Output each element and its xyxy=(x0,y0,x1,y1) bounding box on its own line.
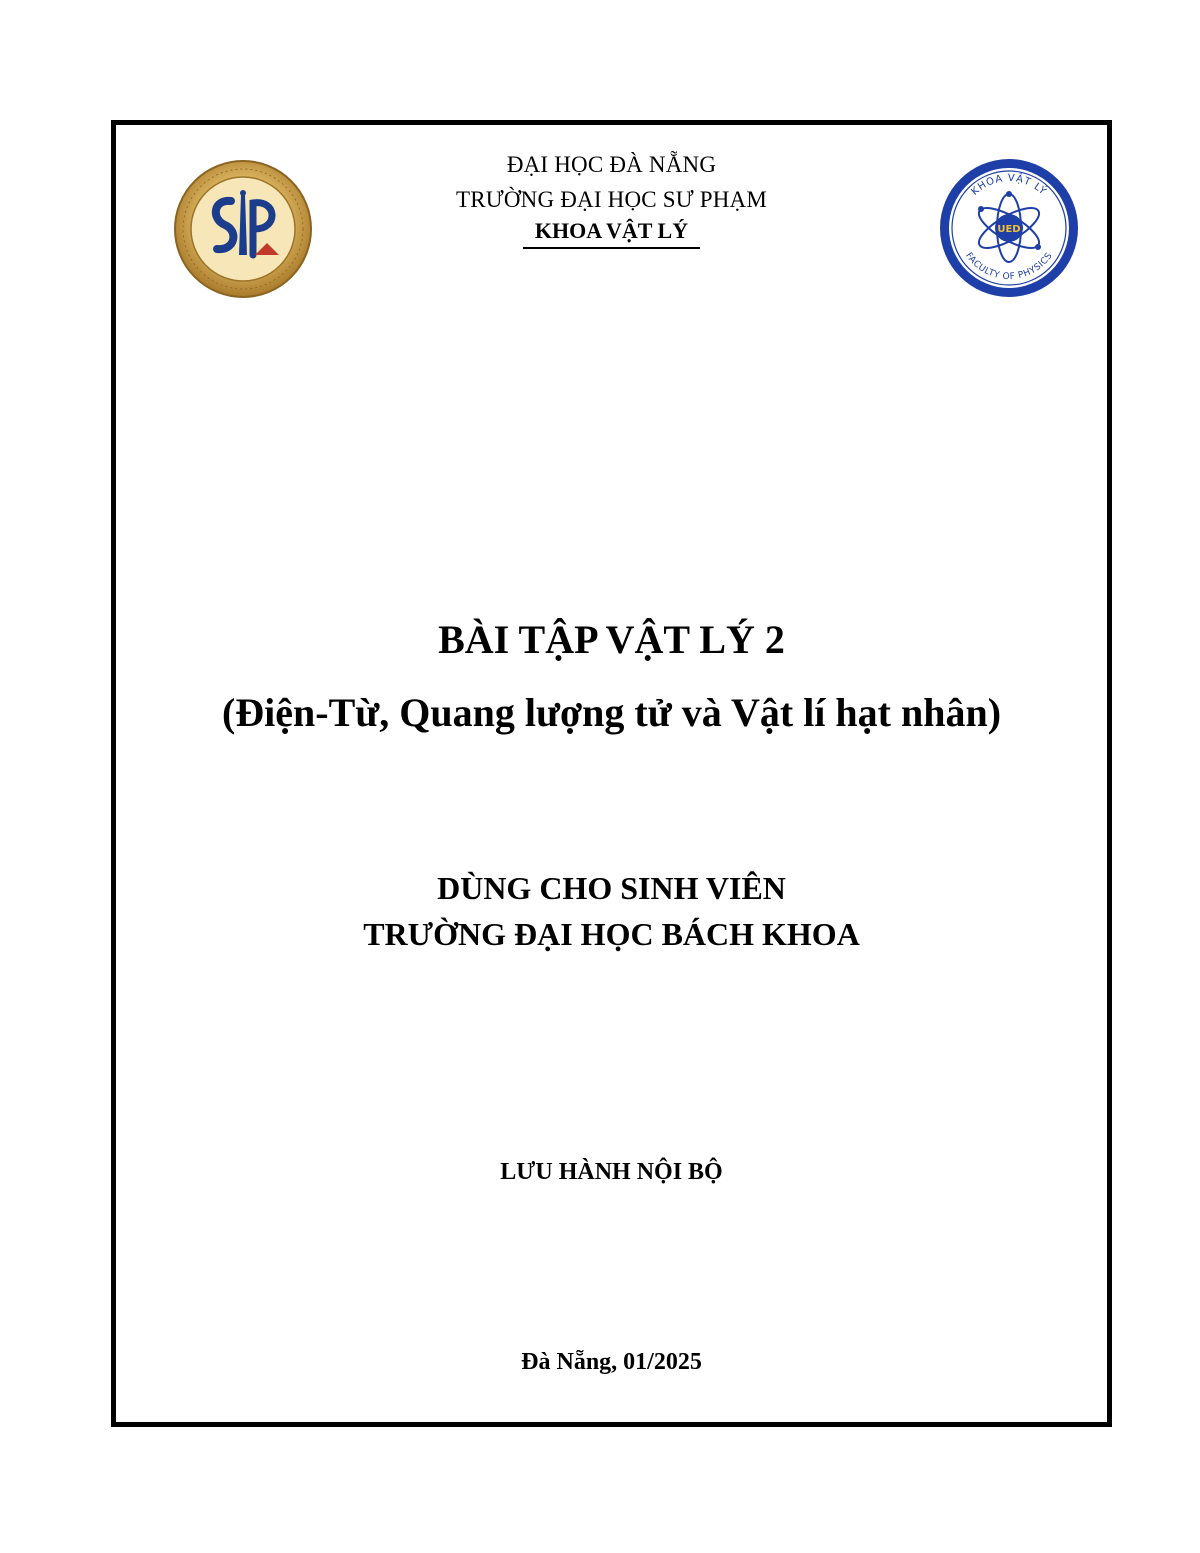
place-and-date: Đà Nẵng, 01/2025 xyxy=(521,1349,702,1375)
university-name: ĐẠI HỌC ĐÀ NẴNG xyxy=(506,152,717,177)
document-subtitle: (Điện-Từ, Quang lượng tử và Vật lí hạt nhân) xyxy=(221,690,1002,735)
seal-center-text: UED xyxy=(997,224,1021,235)
document-title: BÀI TẬP VẬT LÝ 2 xyxy=(438,617,785,662)
faculty-of-physics-seal-icon xyxy=(938,157,1080,299)
audience-block xyxy=(116,865,1107,957)
seal-bottom-text: FACULTY OF PHYSICS xyxy=(963,250,1055,283)
faculty-name: KHOA VẬT LÝ xyxy=(523,217,700,249)
circulation-notice: LƯU HÀNH NỘI BỘ xyxy=(500,1159,723,1185)
audience-line-1: DÙNG CHO SINH VIÊN xyxy=(437,870,786,906)
seal-top-text: KHOA VẬT LÝ xyxy=(969,172,1049,198)
cover-border xyxy=(111,120,1112,1427)
audience-line-2: TRƯỜNG ĐẠI HỌC BÁCH KHOA xyxy=(363,916,860,952)
school-name: TRƯỜNG ĐẠI HỌC SƯ PHẠM xyxy=(455,187,767,212)
